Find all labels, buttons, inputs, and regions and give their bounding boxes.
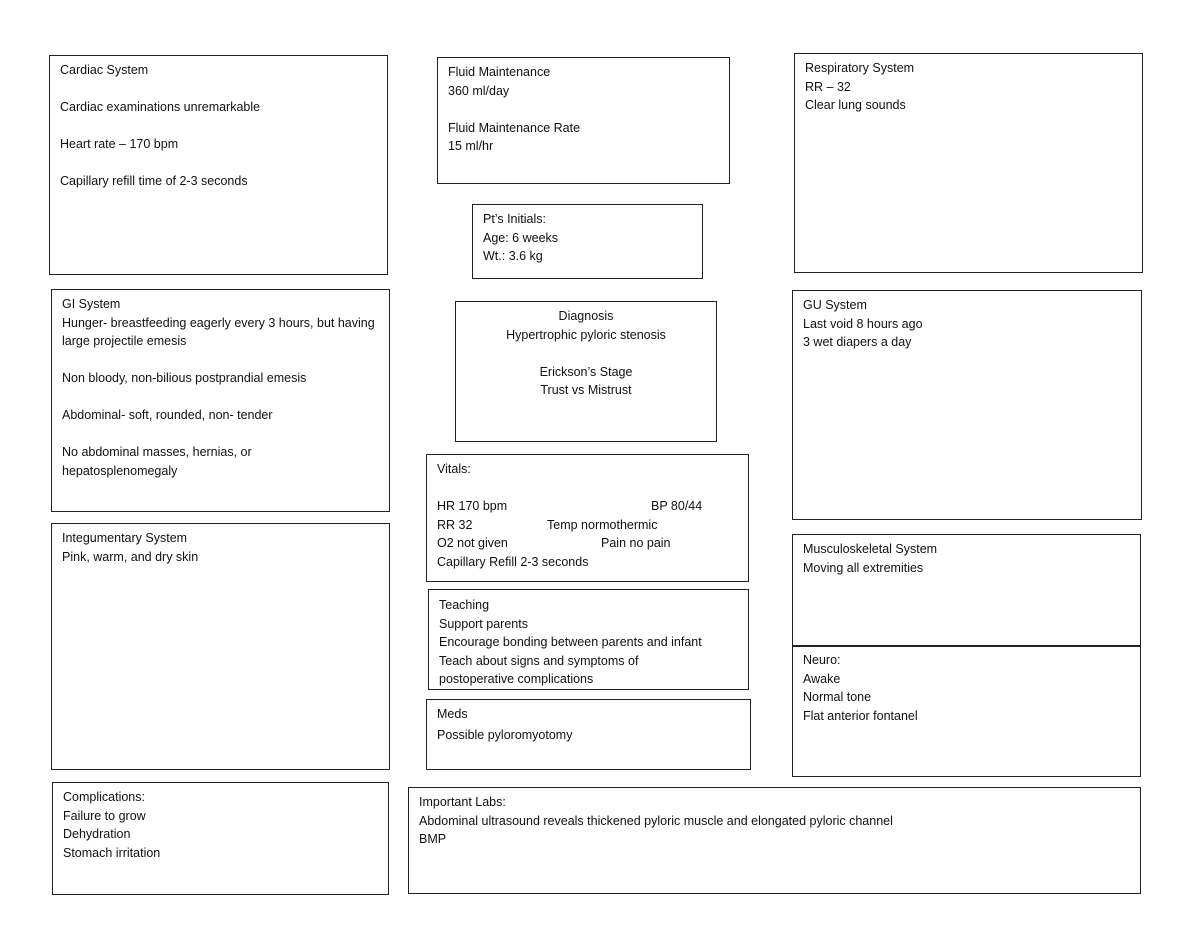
gu-title: GU System: [803, 298, 867, 312]
vitals-box: [426, 454, 749, 582]
cardiac-exam: Cardiac examinations unremarkable: [60, 100, 261, 114]
teaching-bonding: Encourage bonding between parents and infant: [439, 635, 702, 649]
teaching-signs: Teach about signs and symptoms of: [439, 653, 639, 668]
vitals-pain: Pain no pain: [601, 536, 671, 550]
diagnosis-box: [455, 301, 717, 442]
integumentary-system-box: [51, 523, 390, 770]
fluid-title: Fluid Maintenance: [448, 65, 551, 79]
meds-title: Meds: [437, 707, 468, 721]
musculoskeletal-system-box: [792, 534, 1141, 647]
gi-feeding: Hunger- breastfeeding eagerly every 3 hours, but having large projectile emesis: [62, 315, 375, 348]
labs-bmp: BMP: [419, 832, 447, 846]
integumentary-skin: Pink, warm, and dry skin: [62, 549, 199, 564]
cardiac-cap-refill: Capillary refill time of 2-3 seconds: [60, 174, 248, 188]
neuro-tone: Normal tone: [803, 690, 872, 704]
vitals-row-rr-temp: [437, 516, 738, 535]
patient-initials: Pt’s Initials:: [483, 212, 546, 226]
neuro-box: [792, 646, 1141, 777]
teaching-postop: postoperative complications: [439, 672, 594, 686]
patient-weight: Wt.: 3.6 kg: [483, 249, 543, 263]
neuro-fontanel: Flat anterior fontanel: [803, 708, 918, 723]
labs-ultrasound: Abdominal ultrasound reveals thickened pyloric muscle and elongated pyloric channel: [419, 813, 893, 828]
erickson-stage-title: Erickson’s Stage: [539, 364, 633, 379]
teaching-support: Support parents: [439, 616, 528, 631]
meds-box: [426, 699, 751, 770]
respiratory-rr: RR – 32: [805, 79, 851, 94]
respiratory-lungs: Clear lung sounds: [805, 98, 906, 112]
teaching-title: Teaching: [439, 598, 490, 612]
cardiac-system-box: [49, 55, 388, 275]
gu-system-box: [792, 290, 1142, 520]
cardiac-heart-rate: Heart rate – 170 bpm: [60, 137, 179, 151]
complications-box: [52, 782, 389, 895]
gi-system-box: [51, 289, 390, 512]
diagnosis-title: Diagnosis: [558, 309, 614, 323]
gi-emesis: Non bloody, non-bilious postprandial emesis: [62, 371, 307, 385]
neuro-title: Neuro:: [803, 653, 841, 667]
gu-last-void: Last void 8 hours ago: [803, 316, 923, 331]
vitals-row-o2-pain: [437, 534, 738, 553]
fluid-rate-title: Fluid Maintenance Rate: [448, 120, 581, 135]
vitals-o2: O2 not given: [437, 536, 508, 550]
labs-title: Important Labs:: [419, 795, 506, 809]
important-labs-box: [408, 787, 1141, 894]
complications-failure-to-grow: Failure to grow: [63, 808, 146, 823]
cardiac-title: Cardiac System: [60, 63, 149, 77]
vitals-rr: RR 32: [437, 517, 473, 532]
gu-wet-diapers: 3 wet diapers a day: [803, 335, 912, 349]
gi-abdominal: Abdominal- soft, rounded, non- tender: [62, 408, 273, 422]
vitals-bp: BP 80/44: [651, 499, 703, 513]
respiratory-system-box: [794, 53, 1143, 273]
vitals-title: Vitals:: [437, 462, 471, 476]
complications-dehydration: Dehydration: [63, 827, 131, 841]
musculoskeletal-title: Musculoskeletal System: [803, 542, 938, 556]
fluid-value: 360 ml/day: [448, 83, 510, 98]
teaching-box: [428, 589, 749, 690]
gi-masses: No abdominal masses, hernias, or hepatosplenomegaly: [62, 445, 252, 478]
patient-info-box: [472, 204, 703, 279]
fluid-maintenance-box: [437, 57, 730, 184]
neuro-awake: Awake: [803, 671, 841, 686]
complications-stomach: Stomach irritation: [63, 845, 161, 860]
fluid-rate-value: 15 ml/hr: [448, 139, 494, 153]
integumentary-title: Integumentary System: [62, 531, 188, 545]
musculoskeletal-extremities: Moving all extremities: [803, 560, 924, 575]
meds-pyloromyotomy: Possible pyloromyotomy: [437, 727, 573, 742]
vitals-row-hr-bp: [437, 497, 738, 516]
vitals-temp: Temp normothermic: [547, 517, 658, 532]
patient-age: Age: 6 weeks: [483, 230, 559, 245]
erickson-stage-value: Trust vs Mistrust: [540, 383, 632, 397]
complications-title: Complications:: [63, 790, 145, 804]
respiratory-title: Respiratory System: [805, 61, 915, 75]
gi-title: GI System: [62, 297, 121, 311]
diagnosis-value: Hypertrophic pyloric stenosis: [506, 327, 666, 342]
vitals-hr: HR 170 bpm: [437, 499, 508, 513]
vitals-cap-refill: Capillary Refill 2-3 seconds: [437, 554, 589, 569]
